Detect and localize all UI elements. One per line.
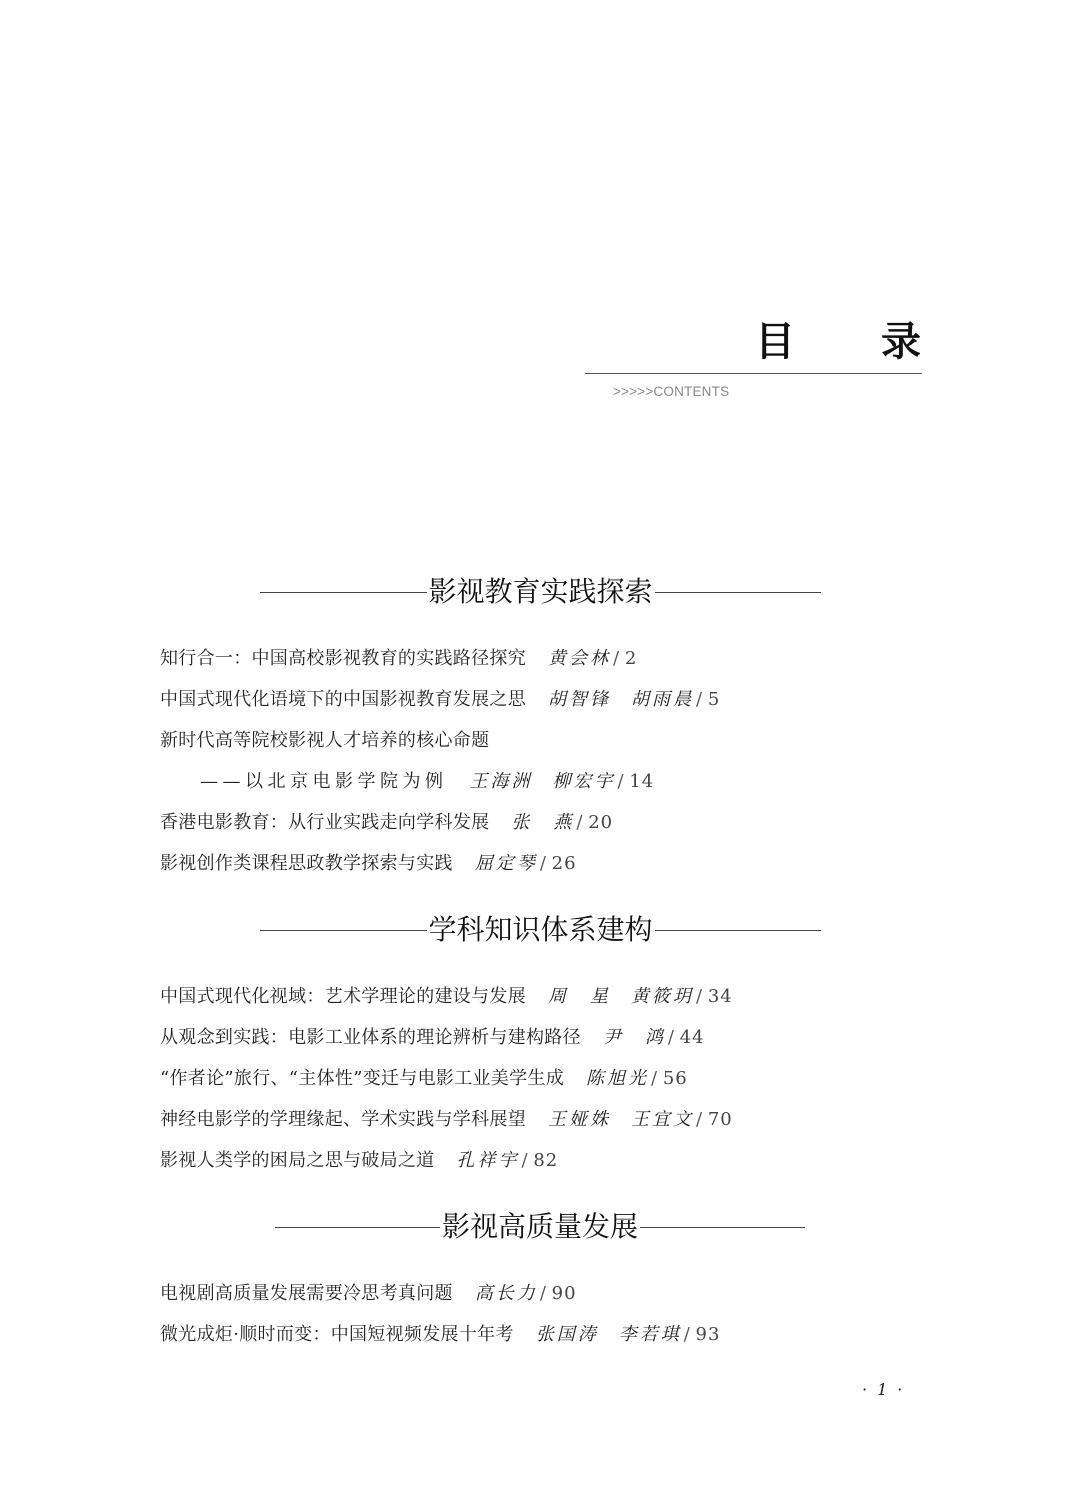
page-separator: / (696, 1109, 703, 1130)
entry-title: 神经电影学的学理缘起、学术实践与学科展望 (160, 1109, 526, 1130)
page-separator: / (667, 1027, 674, 1048)
entry-page: 70 (707, 1109, 733, 1130)
entry-author: 孔祥宇 (456, 1150, 520, 1171)
entry-author: 王宜文 (631, 1109, 694, 1130)
toc-entry[interactable] (160, 983, 733, 1011)
toc-entry[interactable] (160, 1024, 705, 1052)
page-separator: / (521, 1150, 528, 1171)
section-heading-3 (275, 1207, 805, 1247)
entry-author: 高长力 (474, 1283, 538, 1304)
entry-author: 张国涛 (535, 1324, 599, 1345)
entry-page: 26 (551, 853, 577, 874)
page-separator: / (683, 1324, 690, 1345)
entry-author: 王海洲 (469, 771, 533, 792)
heading-rule-left (275, 1227, 440, 1228)
heading-rule-right (655, 592, 822, 593)
section-title: 影视教育实践探索 (428, 575, 653, 608)
toc-entry[interactable] (160, 1065, 688, 1093)
heading-rule-right (655, 930, 822, 931)
entry-author: 胡雨晨 (631, 689, 694, 710)
toc-entry[interactable] (160, 1321, 720, 1349)
entry-author: 柳宏宇 (552, 771, 616, 792)
toc-entry[interactable] (160, 850, 577, 878)
page-separator: / (696, 986, 703, 1007)
entry-title: 新时代高等院校影视人才培养的核心命题 (160, 730, 490, 751)
entry-page: 56 (662, 1068, 688, 1089)
page-title (755, 318, 921, 366)
entry-title: ——以北京电影学院为例 (200, 771, 448, 792)
entry-author: 李若琪 (618, 1324, 682, 1345)
page-title-char-1: 目 (755, 319, 795, 365)
entry-title: 知行合一：中国高校影视教育的实践路径探究 (160, 648, 526, 669)
entry-author: 胡智锋 (548, 689, 611, 710)
entry-page: 44 (679, 1027, 705, 1048)
title-divider (585, 373, 922, 374)
entry-title: 中国式现代化语境下的中国影视教育发展之思 (160, 689, 526, 710)
toc-entry[interactable] (160, 1280, 577, 1308)
page-separator: / (617, 771, 624, 792)
heading-rule-left (260, 930, 427, 931)
section-title: 影视高质量发展 (442, 1210, 639, 1243)
page-separator: / (539, 1283, 546, 1304)
heading-rule-right (640, 1227, 805, 1228)
entry-author: 黄筱玥 (631, 986, 694, 1007)
toc-entry[interactable] (160, 1147, 558, 1175)
toc-entry[interactable] (160, 686, 720, 714)
entry-title: 香港电影教育：从行业实践走向学科发展 (160, 812, 490, 833)
entry-page: 20 (588, 812, 614, 833)
entry-author: 周 星 (548, 986, 611, 1007)
entry-author: 张 燕 (511, 812, 575, 833)
toc-entry[interactable] (160, 645, 637, 673)
entry-title: 中国式现代化视域：艺术学理论的建设与发展 (160, 986, 526, 1007)
bullet-left: · (862, 1380, 878, 1399)
page-separator: / (576, 812, 583, 833)
page-separator: / (613, 648, 620, 669)
toc-entry[interactable] (160, 1106, 733, 1134)
entry-page: 82 (533, 1150, 559, 1171)
entry-page: 93 (695, 1324, 721, 1345)
entry-title: 电视剧高质量发展需要冷思考真问题 (160, 1283, 453, 1304)
page-separator: / (696, 689, 703, 710)
bullet-right: · (897, 1380, 913, 1399)
page-separator: / (539, 853, 546, 874)
entry-title: “作者论”旅行、“主体性”变迁与电影工业美学生成 (160, 1068, 565, 1089)
entry-page: 34 (707, 986, 733, 1007)
entry-author: 尹 鸿 (602, 1027, 666, 1048)
section-heading-2 (260, 910, 821, 950)
entry-title: 影视人类学的困局之思与破局之道 (160, 1150, 435, 1171)
entry-author: 屈定琴 (474, 853, 538, 874)
page-title-char-2: 录 (881, 319, 921, 365)
entry-page: 2 (624, 648, 638, 669)
toc-entry[interactable] (160, 727, 489, 755)
entry-title: 影视创作类课程思政教学探索与实践 (160, 853, 453, 874)
entry-title: 从观念到实践：电影工业体系的理论辨析与建构路径 (160, 1027, 581, 1048)
entry-author: 王娅姝 (548, 1109, 611, 1130)
entry-title: 微光成炬·顺时而变：中国短视频发展十年考 (160, 1324, 514, 1345)
entry-page: 5 (707, 689, 721, 710)
entry-page: 14 (629, 771, 655, 792)
entry-page: 90 (551, 1283, 577, 1304)
page-number (862, 1378, 912, 1402)
section-heading-1 (260, 572, 821, 612)
page-separator: / (651, 1068, 658, 1089)
entry-author: 黄会林 (548, 648, 611, 669)
toc-entry[interactable] (160, 809, 613, 837)
contents-subtitle: >>>>>CONTENTS (613, 384, 730, 399)
page-number-value: 1 (877, 1380, 898, 1399)
entry-author: 陈旭光 (586, 1068, 650, 1089)
toc-entry-subtitle[interactable] (200, 768, 654, 796)
section-title: 学科知识体系建构 (428, 913, 653, 946)
heading-rule-left (260, 592, 427, 593)
